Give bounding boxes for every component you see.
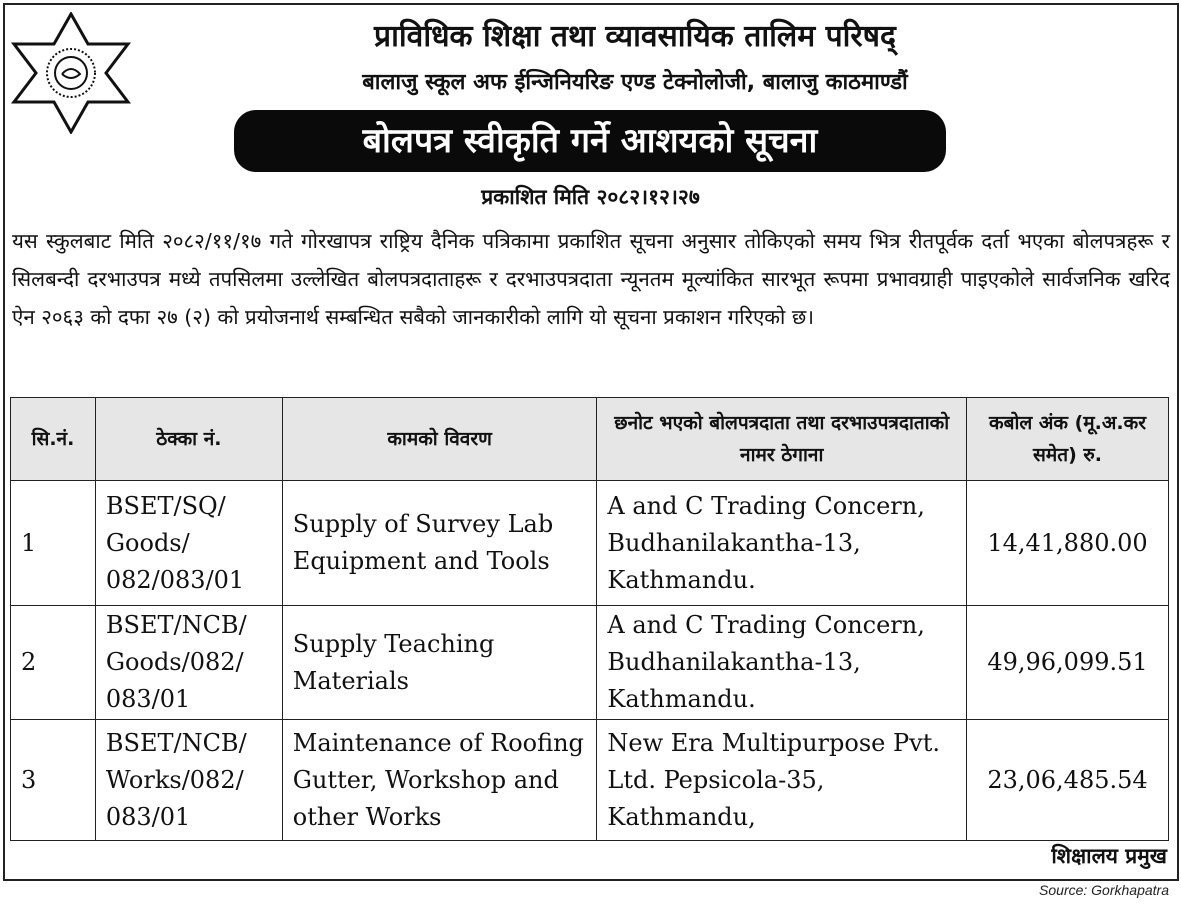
source-credit: Source: Gorkhapatra <box>1039 882 1169 898</box>
emblem-logo-icon <box>10 12 132 134</box>
award-table <box>10 397 1169 841</box>
cell-contract: BSET/NCB/ Goods/082/ 083/01 <box>95 606 282 720</box>
notice-title: बोलपत्र स्वीकृति गर्ने आशयको सूचना <box>234 110 946 172</box>
table-row <box>11 481 1169 606</box>
cell-contract: BSET/SQ/ Goods/ 082/083/01 <box>95 481 282 606</box>
header-sn: सि.नं. <box>11 398 96 481</box>
cell-amount: 23,06,485.54 <box>967 720 1169 841</box>
published-date: प्रकाशित मिति २०८२।१२।२७ <box>481 185 700 209</box>
signature: शिक्षालय प्रमुख <box>1051 844 1167 868</box>
table-row <box>11 720 1169 841</box>
table-header-row <box>11 398 1169 481</box>
header-bidder: छनोट भएको बोलपत्रदाता तथा दरभाउपत्रदाताको नामर ठेगाना <box>597 398 967 481</box>
cell-bidder: A and C Trading Concern, Budhanilakantha-13, Kathmandu. <box>597 606 967 720</box>
cell-bidder: A and C Trading Concern, Budhanilakantha-13, Kathmandu. <box>597 481 967 606</box>
cell-work: Maintenance of Roofing Gutter, Workshop and other Works <box>282 720 597 841</box>
cell-sn: 3 <box>11 720 96 841</box>
notice-body: यस स्कुलबाट मिति २०८२/११/१७ गते गोरखापत्र राष्ट्रिय दैनिक पत्रिकामा प्रकाशित सूचना अनुसार तोकिएको समय भित्र रीतपूर्वक दर्ता भएका बोलपत्रहरू र सिलबन्दी दरभाउपत्र मध्ये तपसिलमा उल्लेखित बोलपत्रदाताहरू र दरभाउपत्रदाता न्यूनतम मूल्यांकित सारभूत रूपमा प्रभावग्राही पाइएकोले सार्वजनिक खरिद ऐन २०६३ को दफा २७ (२) को प्रयोजनार्थ सम्बन्धित सबैको जानकारीको लागि यो सूचना प्रकाशन गरिएको छ। <box>12 229 1170 329</box>
cell-amount: 14,41,880.00 <box>967 481 1169 606</box>
cell-bidder: New Era Multipurpose Pvt. Ltd. Pepsicola-35, Kathmandu, <box>597 720 967 841</box>
cell-contract: BSET/NCB/ Works/082/ 083/01 <box>95 720 282 841</box>
organization-name: प्राविधिक शिक्षा तथा व्यावसायिक तालिम परिषद् <box>374 19 896 54</box>
header-work: कामको विवरण <box>282 398 597 481</box>
header-amount: कबोल अंक (मू.अ.कर समेत) रु. <box>967 398 1169 481</box>
header-contract: ठेक्का नं. <box>95 398 282 481</box>
school-name: बालाजु स्कूल अफ ईन्जिनियरिङ एण्ड टेक्नोलोजी, बालाजु काठमाण्डौं <box>362 70 908 95</box>
table-row <box>11 606 1169 720</box>
cell-sn: 2 <box>11 606 96 720</box>
cell-work: Supply of Survey Lab Equipment and Tools <box>282 481 597 606</box>
cell-sn: 1 <box>11 481 96 606</box>
cell-amount: 49,96,099.51 <box>967 606 1169 720</box>
cell-work: Supply Teaching Materials <box>282 606 597 720</box>
